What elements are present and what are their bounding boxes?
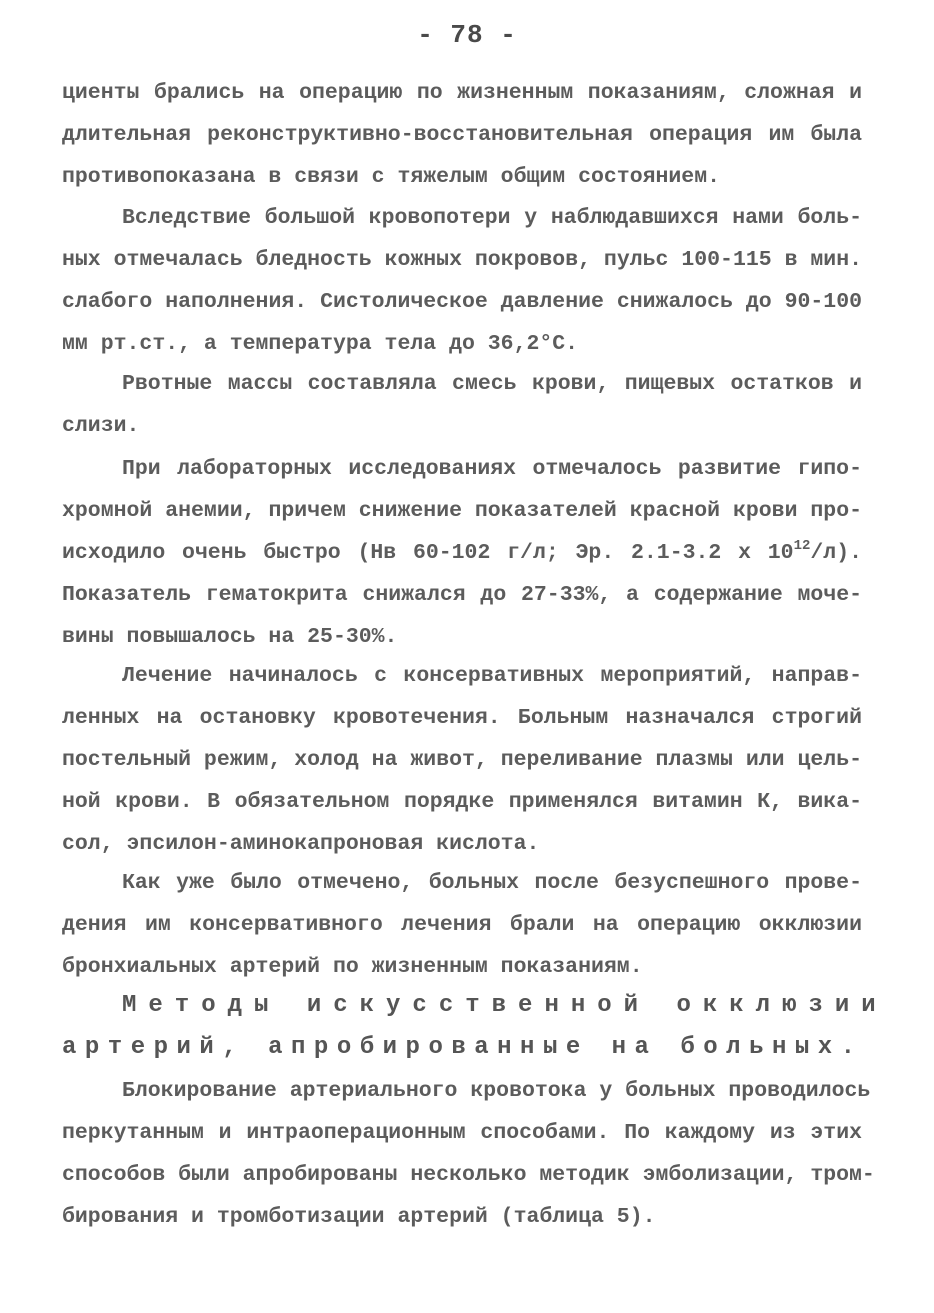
paragraph-7 <box>62 1070 875 1238</box>
text-line: циенты брались на операцию по жизненным показаниям, сложная и <box>62 81 862 105</box>
paragraph-6 <box>62 862 862 988</box>
text-line: мм рт.ст., а температура тела до 36,2°С. <box>62 332 579 356</box>
text-line: При лабораторных исследованиях отмечалось развитие гипо- <box>122 457 862 481</box>
text-line: бирования и тромботизации артерий (таблица 5). <box>62 1205 656 1229</box>
paragraph-1 <box>62 72 862 198</box>
paragraph-4 <box>62 448 862 658</box>
text-line: ленных на остановку кровотечения. Больным назначался строгий <box>62 706 862 730</box>
text-line: слабого наполнения. Систолическое давление снижалось до 90-100 <box>62 290 862 314</box>
text-line: постельный режим, холод на живот, переливание плазмы или цель- <box>62 748 862 772</box>
paragraph-5 <box>62 655 862 865</box>
text-line: Блокирование артериального кровотока у больных проводилось <box>122 1079 871 1103</box>
heading-line: артерий, апробированные на больных. <box>62 1034 864 1061</box>
text-line: Лечение начиналось с консервативных мероприятий, направ- <box>122 664 862 688</box>
text-line-with-superscript <box>62 532 862 574</box>
text-line: Показатель гематокрита снижался до 27-33%, а содержание моче- <box>62 583 862 607</box>
heading-line: Методы искусственной окклюзии <box>122 992 888 1019</box>
text-line: ной крови. В обязательном порядке применялся витамин К, вика- <box>62 790 862 814</box>
paragraph-3 <box>62 363 862 447</box>
text-line: Вследствие большой кровопотери у наблюдавшихся нами боль- <box>122 206 862 230</box>
text-line: ных отмечалась бледность кожных покровов, пульс 100-115 в мин. <box>62 248 862 272</box>
text-line: сол, эпсилон-аминокапроновая кислота. <box>62 832 540 856</box>
text-line: вины повышалось на 25-30%. <box>62 625 398 649</box>
text-line: хромной анемии, причем снижение показателей красной крови про- <box>62 499 862 523</box>
text-line: дения им консервативного лечения брали на операцию окклюзии <box>62 913 862 937</box>
text-line: перкутанным и интраоперационным способами. По каждому из этих <box>62 1121 862 1145</box>
paragraph-2 <box>62 197 862 365</box>
superscript: 12 <box>793 538 811 554</box>
section-heading <box>62 985 888 1069</box>
text-line: Как уже было отмечено, больных после безуспешного прове- <box>122 871 862 895</box>
text-line: слизи. <box>62 414 140 438</box>
page-number: - 78 - <box>417 20 517 50</box>
text-fragment: /л). <box>810 541 862 565</box>
text-line: бронхиальных артерий по жизненным показаниям. <box>62 955 643 979</box>
text-line: Рвотные массы составляла смесь крови, пищевых остатков и <box>122 372 862 396</box>
text-line: способов были апробированы несколько методик эмболизации, тром- <box>62 1163 875 1187</box>
text-line: противопоказана в связи с тяжелым общим состоянием. <box>62 165 721 189</box>
text-fragment: исходило очень быстро (Нв 60-102 г/л; Эр. 2.1-3.2 x 10 <box>62 541 794 565</box>
text-line: длительная реконструктивно-восстановительная операция им была <box>62 123 862 147</box>
